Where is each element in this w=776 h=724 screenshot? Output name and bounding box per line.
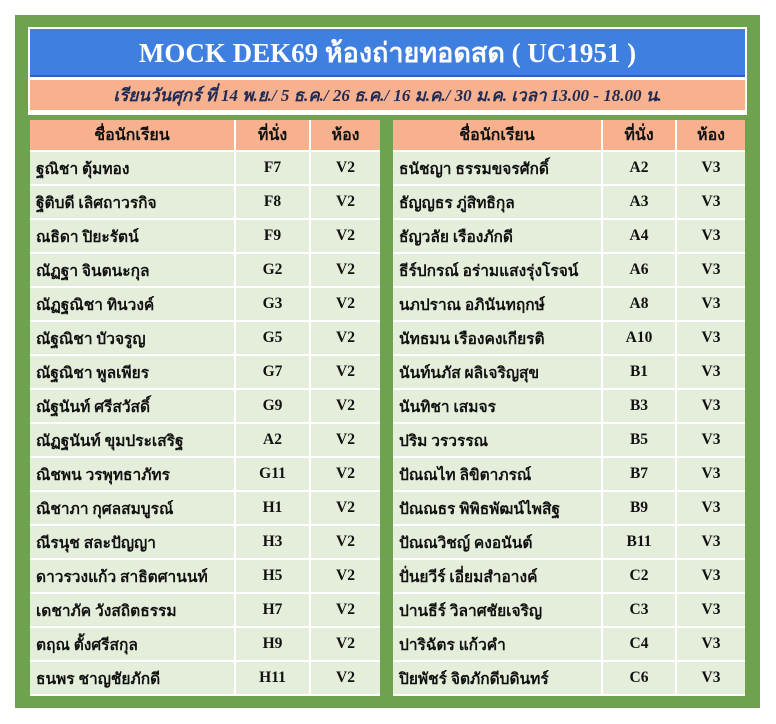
student-name: ธัญวลัย เรืองภักดี: [393, 220, 603, 254]
room-code: V3: [677, 458, 745, 492]
table-row: [30, 628, 380, 662]
seat-number: B9: [603, 492, 677, 526]
student-name: ณธิดา ปิยะรัตน์: [30, 220, 236, 254]
seat-number: G2: [236, 254, 311, 288]
table-row: [393, 594, 745, 628]
seat-number: H9: [236, 628, 311, 662]
seat-number: C2: [603, 560, 677, 594]
room-code: V2: [311, 560, 380, 594]
student-name: ปิยพัชร์ จิตภักดีบดินทร์: [393, 662, 603, 696]
seat-number: G5: [236, 322, 311, 356]
student-name: ณิชาภา กุศลสมบูรณ์: [30, 492, 236, 526]
room-code: V3: [677, 424, 745, 458]
student-name: นันทิชา เสมจร: [393, 390, 603, 424]
room-code: V2: [311, 424, 380, 458]
left-seat-table: [30, 120, 380, 696]
seat-number: B1: [603, 356, 677, 390]
table-row: [30, 594, 380, 628]
seat-number: A10: [603, 322, 677, 356]
room-code: V3: [677, 152, 745, 186]
room-code: V2: [311, 628, 380, 662]
table-row: [30, 254, 380, 288]
table-header-row: [393, 120, 745, 152]
table-row: [30, 220, 380, 254]
student-name: ณัฏฐา จินตนะกุล: [30, 254, 236, 288]
room-code: V2: [311, 152, 380, 186]
table-row: [30, 288, 380, 322]
student-name: ปานธีร์ วิลาศชัยเจริญ: [393, 594, 603, 628]
room-code: V3: [677, 322, 745, 356]
table-row: [393, 322, 745, 356]
room-code: V3: [677, 662, 745, 696]
table-row: [393, 526, 745, 560]
student-name: ปาริฉัตร แก้วคำ: [393, 628, 603, 662]
student-name: ปั่นยวีร์ เอี่ยมสำอางค์: [393, 560, 603, 594]
seat-number: H3: [236, 526, 311, 560]
seat-number: B3: [603, 390, 677, 424]
table-row: [393, 390, 745, 424]
room-code: V2: [311, 492, 380, 526]
table-row: [393, 186, 745, 220]
right-seat-table: [393, 120, 745, 696]
seat-number: H7: [236, 594, 311, 628]
seat-number: F7: [236, 152, 311, 186]
table-row: [30, 322, 380, 356]
student-name: ปัณณไท ลิขิตาภรณ์: [393, 458, 603, 492]
table-row: [30, 390, 380, 424]
student-name: ณีรนุช สละปัญญา: [30, 526, 236, 560]
header-name: ชื่อนักเรียน: [30, 120, 236, 152]
seat-number: B7: [603, 458, 677, 492]
student-name: นัทธมน เรืองคงเกียรติ: [393, 322, 603, 356]
table-row: [393, 254, 745, 288]
table-row: [393, 152, 745, 186]
room-code: V3: [677, 492, 745, 526]
room-code: V2: [311, 288, 380, 322]
table-row: [393, 628, 745, 662]
room-code: V2: [311, 662, 380, 696]
table-row: [30, 526, 380, 560]
room-code: V3: [677, 220, 745, 254]
room-code: V2: [311, 458, 380, 492]
header-seat: ที่นั่ง: [236, 120, 311, 152]
room-code: V2: [311, 186, 380, 220]
seat-number: G9: [236, 390, 311, 424]
room-code: V3: [677, 186, 745, 220]
table-row: [393, 492, 745, 526]
room-code: V3: [677, 526, 745, 560]
table-row: [393, 220, 745, 254]
student-name: นภปราณ อภินันทฤกษ์: [393, 288, 603, 322]
seat-number: G3: [236, 288, 311, 322]
seat-number: C3: [603, 594, 677, 628]
table-row: [30, 560, 380, 594]
seat-number: C4: [603, 628, 677, 662]
seat-number: G11: [236, 458, 311, 492]
seat-number: A4: [603, 220, 677, 254]
seat-number: B11: [603, 526, 677, 560]
room-code: V3: [677, 288, 745, 322]
table-row: [393, 356, 745, 390]
table-row: [30, 492, 380, 526]
table-row: [30, 424, 380, 458]
room-code: V2: [311, 220, 380, 254]
table-row: [393, 662, 745, 696]
student-name: ดาวรวงแก้ว สาธิตศานนท์: [30, 560, 236, 594]
table-row: [30, 186, 380, 220]
seat-number: A6: [603, 254, 677, 288]
room-code: V2: [311, 526, 380, 560]
table-row: [30, 458, 380, 492]
room-code: V2: [311, 390, 380, 424]
student-name: นันท์นภัส ผลิเจริญสุข: [393, 356, 603, 390]
student-name: ธีร์ปกรณ์ อร่ามแสงรุ่งโรจน์: [393, 254, 603, 288]
header-seat: ที่นั่ง: [603, 120, 677, 152]
room-code: V3: [677, 356, 745, 390]
table-row: [30, 152, 380, 186]
schedule-subtitle: เรียนวันศุกร์ ที่ 14 พ.ย./ 5 ธ.ค./ 26 ธ.ค./ 16 ม.ค./ 30 ม.ค. เวลา 13.00 - 18.00 น.: [30, 80, 745, 110]
seat-number: A2: [236, 424, 311, 458]
seat-number: A3: [603, 186, 677, 220]
header-room: ห้อง: [677, 120, 745, 152]
student-name: ณิชพน วรพุทธาภัทร: [30, 458, 236, 492]
page-frame: [15, 15, 760, 708]
room-code: V3: [677, 254, 745, 288]
student-name: ฐิติบดี เลิศถาวรกิจ: [30, 186, 236, 220]
student-name: ตฤณ ตั้งศรีสกุล: [30, 628, 236, 662]
table-header-row: [30, 120, 380, 152]
seat-number: B5: [603, 424, 677, 458]
seat-number: A2: [603, 152, 677, 186]
content-panel: [28, 27, 747, 696]
header-name: ชื่อนักเรียน: [393, 120, 603, 152]
room-code: V2: [311, 254, 380, 288]
seat-number: C6: [603, 662, 677, 696]
student-name: ณัฐนันท์ ศรีสวัสดิ์: [30, 390, 236, 424]
table-row: [393, 424, 745, 458]
table-row: [393, 560, 745, 594]
student-name: ณัฐณิชา บัวจรูญ: [30, 322, 236, 356]
seat-number: H11: [236, 662, 311, 696]
room-code: V2: [311, 356, 380, 390]
seat-number: A8: [603, 288, 677, 322]
student-name: ณัฏฐณิชา ทินวงค์: [30, 288, 236, 322]
table-row: [393, 458, 745, 492]
student-name: ธนพร ชาญชัยภักดี: [30, 662, 236, 696]
table-row: [393, 288, 745, 322]
student-name: ธนัชญา ธรรมขจรศักดิ์: [393, 152, 603, 186]
room-code: V3: [677, 594, 745, 628]
student-name: ปัณณธร พิพิธพัฒน์ไพสิฐ: [393, 492, 603, 526]
header-room: ห้อง: [311, 120, 380, 152]
room-code: V3: [677, 390, 745, 424]
student-name: ธัญญธร ภู่สิทธิกุล: [393, 186, 603, 220]
page-title: MOCK DEK69 ห้องถ่ายทอดสด ( UC1951 ): [30, 29, 745, 77]
student-name: ปัณณวิชญ์ คงอนันต์: [393, 526, 603, 560]
student-name: เดชาภัค วังสถิตธรรม: [30, 594, 236, 628]
seat-number: H5: [236, 560, 311, 594]
student-name: ณัฐณิชา พูลเพียร: [30, 356, 236, 390]
table-row: [30, 662, 380, 696]
seat-number: G7: [236, 356, 311, 390]
student-name: ณัฏฐนันท์ ขุมประเสริฐ: [30, 424, 236, 458]
room-code: V3: [677, 628, 745, 662]
room-code: V3: [677, 560, 745, 594]
student-name: ฐณิชา ตุ้มทอง: [30, 152, 236, 186]
student-name: ปริม วรวรรณ: [393, 424, 603, 458]
seat-number: H1: [236, 492, 311, 526]
room-code: V2: [311, 322, 380, 356]
seat-number: F9: [236, 220, 311, 254]
room-code: V2: [311, 594, 380, 628]
seat-number: F8: [236, 186, 311, 220]
table-row: [30, 356, 380, 390]
